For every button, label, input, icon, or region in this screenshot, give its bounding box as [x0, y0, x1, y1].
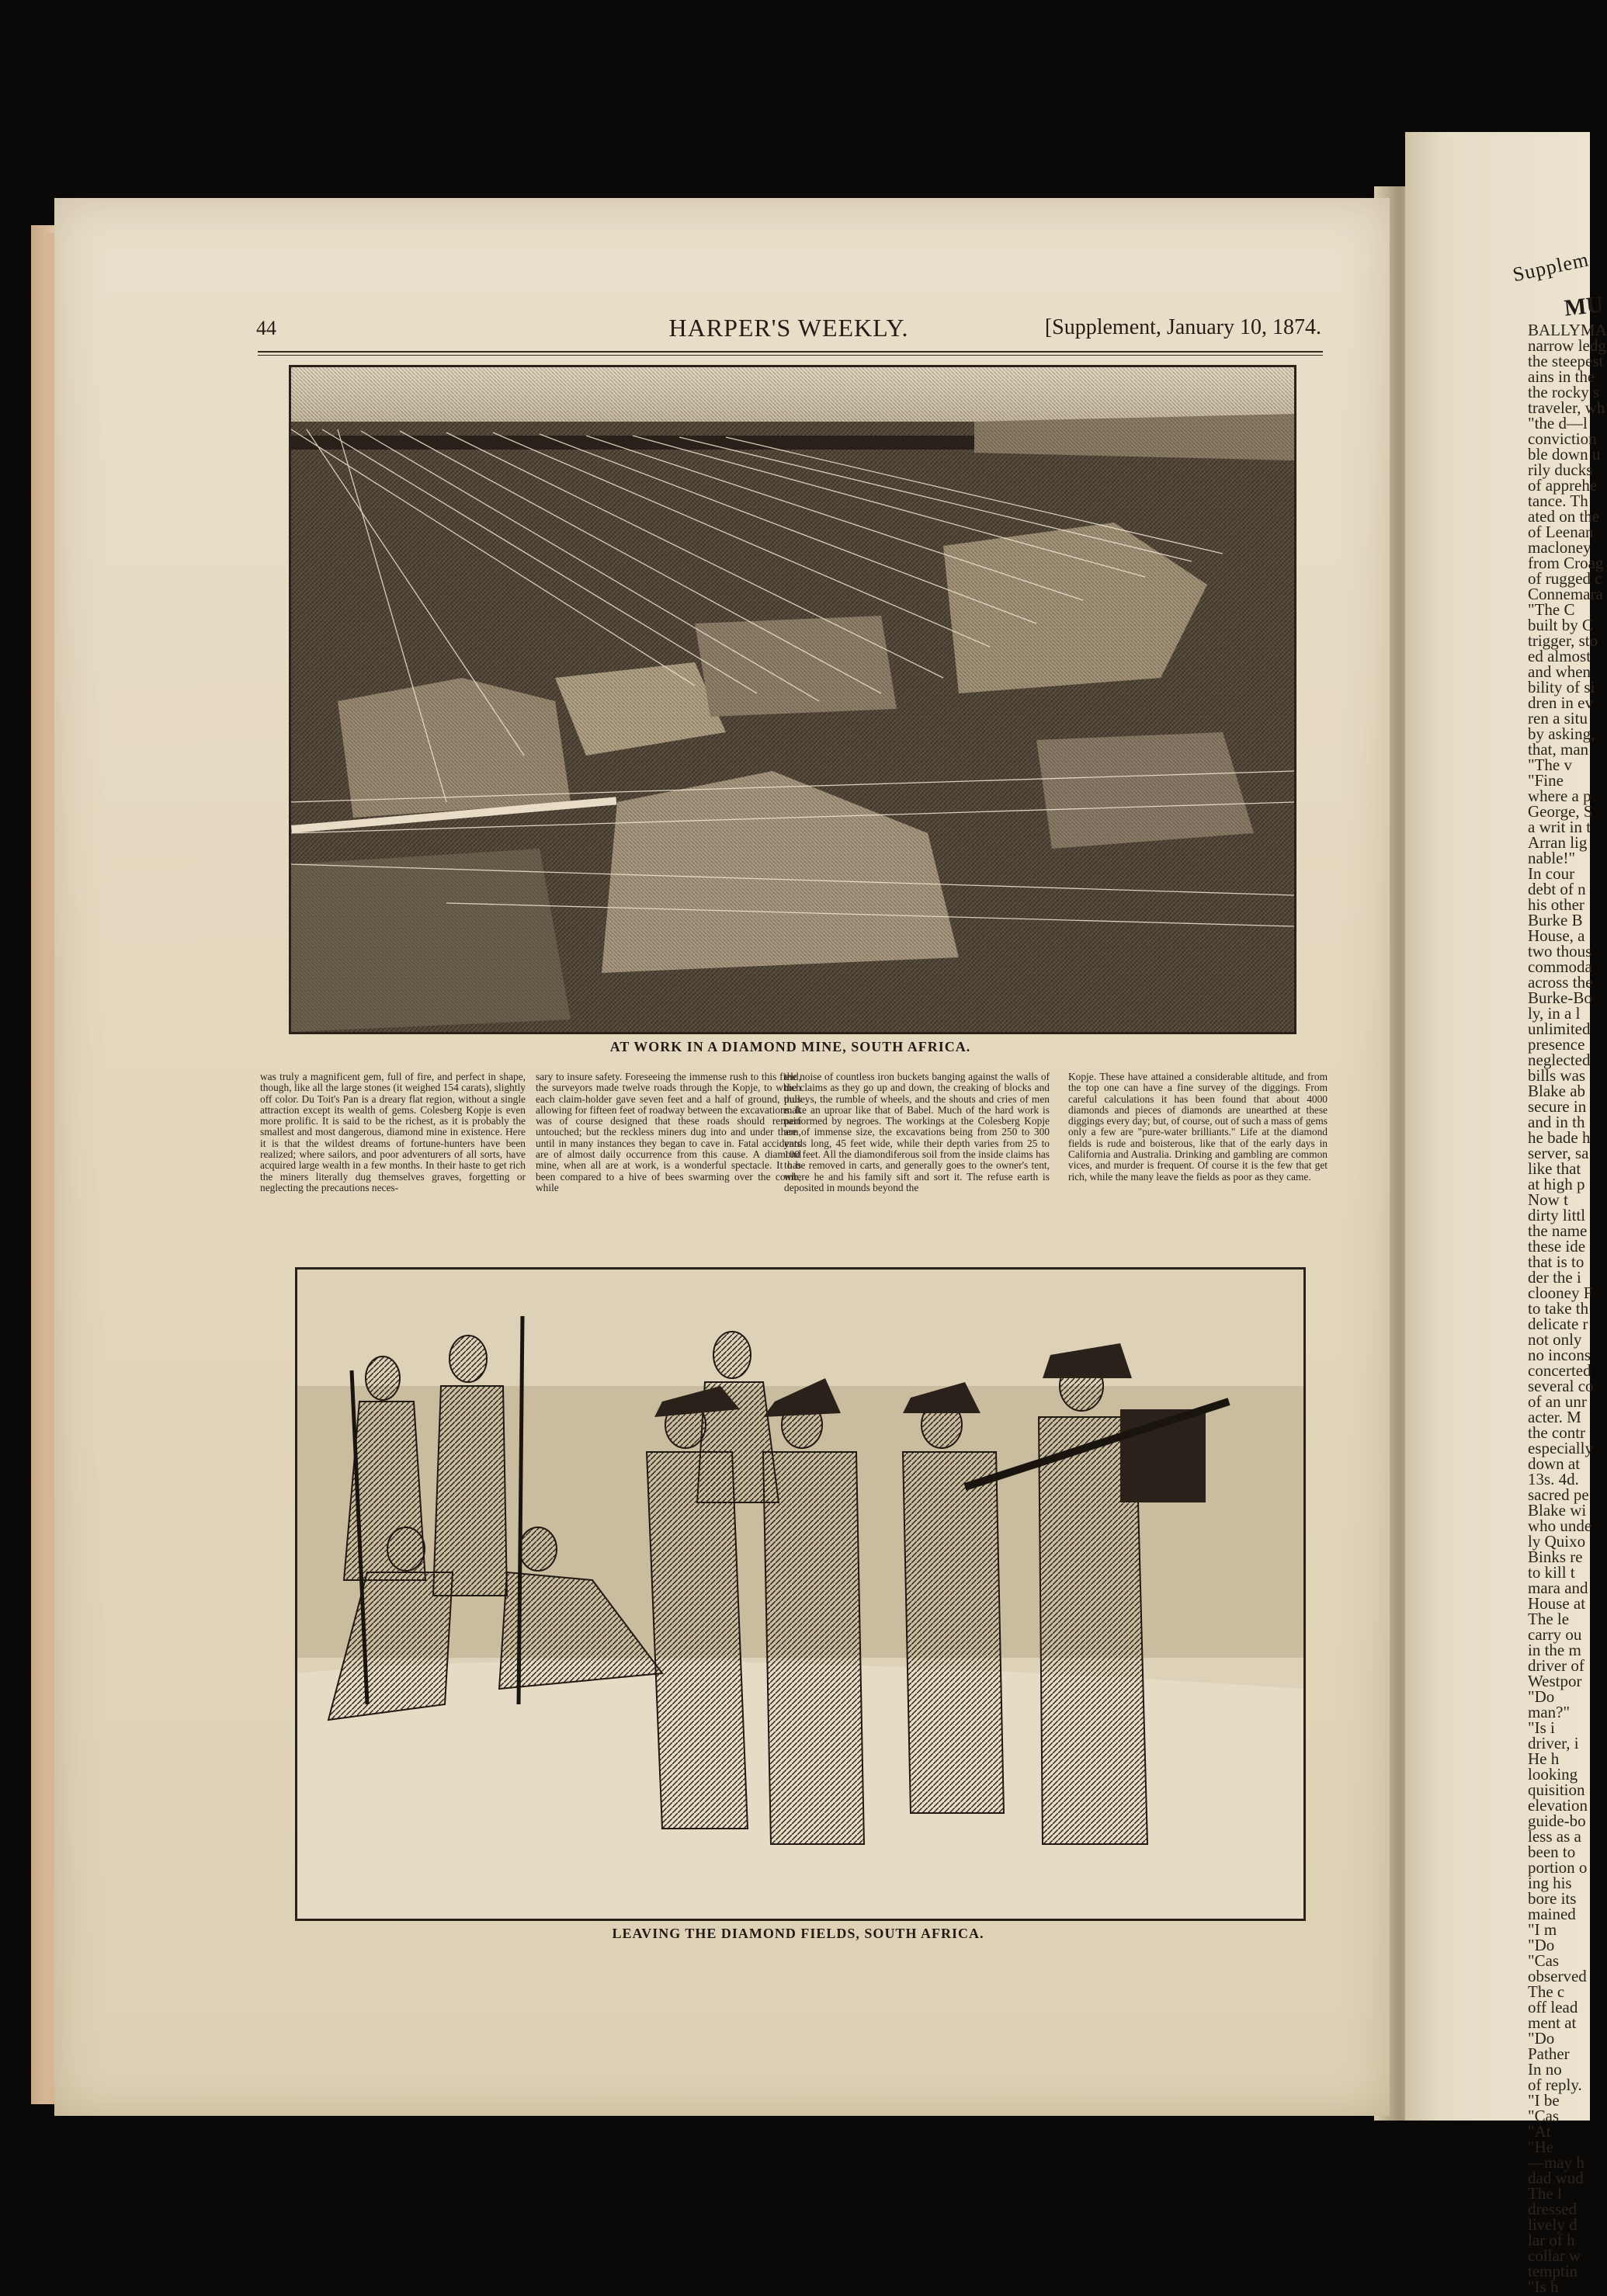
right-page-line: He h	[1528, 1749, 1560, 1768]
right-page-line: these ide	[1528, 1237, 1586, 1256]
right-page-line: clooney F	[1528, 1283, 1593, 1302]
right-page-line: like that	[1528, 1159, 1581, 1178]
right-page-line: "the d—l	[1528, 414, 1588, 432]
right-page-title: MU	[1563, 291, 1605, 321]
right-page-line: not only	[1528, 1330, 1582, 1349]
right-page-line: the rocky s	[1528, 383, 1600, 401]
engraving-leaving-fields	[295, 1267, 1306, 1921]
right-page-line: ment at	[1528, 2013, 1577, 2032]
right-page-line: portion o	[1528, 1858, 1588, 1877]
right-page-line: to kill t	[1528, 1563, 1575, 1582]
right-page-line: Blake ab	[1528, 1082, 1586, 1100]
figure-caption-mine: AT WORK IN A DIAMOND MINE, SOUTH AFRICA.	[609, 1039, 971, 1054]
right-page-line: presence	[1528, 1035, 1585, 1054]
right-page-line: who unde	[1528, 1516, 1592, 1535]
right-page-line: that, man	[1528, 740, 1589, 759]
right-page-line: at high p	[1528, 1175, 1585, 1193]
right-page-line: bills was	[1528, 1066, 1586, 1085]
right-page-line: the steepest	[1528, 352, 1604, 370]
right-page-line: narrow ledg	[1528, 336, 1606, 355]
article-column-2	[536, 1072, 801, 1193]
right-page-line: of reply.	[1528, 2075, 1582, 2094]
right-page-line: sacred pe	[1528, 1485, 1589, 1504]
right-page-line: Now t	[1528, 1190, 1568, 1209]
page-number: 44	[256, 317, 276, 339]
right-page-line: dirty littl	[1528, 1206, 1586, 1224]
right-page-line: "At	[1528, 2122, 1551, 2141]
right-page-line: Connemara	[1528, 585, 1603, 603]
right-page-line: in the m	[1528, 1641, 1581, 1659]
right-page-line: lively d	[1528, 2215, 1577, 2234]
mine-illustration	[291, 367, 1294, 1032]
right-page-line: acter. M	[1528, 1408, 1581, 1426]
right-page-line: The le	[1528, 1610, 1570, 1628]
right-page-line: the contr	[1528, 1423, 1586, 1442]
right-page-line: George, S	[1528, 802, 1593, 821]
right-page-line: rily ducks	[1528, 460, 1593, 479]
article-column-1	[260, 1072, 526, 1193]
right-page-text	[1528, 321, 1607, 2296]
right-page-line: "The v	[1528, 755, 1572, 774]
right-page-line: Pather	[1528, 2044, 1570, 2063]
right-page-line: House at	[1528, 1594, 1586, 1613]
right-page-line: traveler, wh	[1528, 398, 1605, 417]
right-page-line: "Do	[1528, 1936, 1555, 1954]
right-page-line: "Do	[1528, 1687, 1555, 1706]
right-page-line: "Fine	[1528, 771, 1564, 790]
right-page-line: "I be	[1528, 2091, 1560, 2110]
right-page-line: down at	[1528, 1454, 1581, 1473]
article-paragraph: sary to insure safety. Foreseeing the immense rush to this field, the surveyors made twelve roads through the Kopje, to which each claim-holder gave seven feet and a half of ground, thus allowing for fifteen feet of roadway between the excavations. It was of course designed that these roads should remain untouched; but the reckless miners dug into and under them, until in many instances they began to cave in. Fatal accidents are of almost daily occurrence from this cause. A diamond mine, when all are at work, is a wonderful spectacle. It has been compared to a hive of bees swarming over the comb, while	[536, 1071, 801, 1193]
article-column-4	[1068, 1072, 1328, 1183]
right-page-line: ren a situ	[1528, 709, 1588, 728]
right-page-line: ing his	[1528, 1874, 1572, 1892]
right-page-line: delicate r	[1528, 1315, 1588, 1333]
right-page-line: ly, in a l	[1528, 1004, 1581, 1023]
right-page-line: driver of	[1528, 1656, 1584, 1675]
right-page-line: "I m	[1528, 1920, 1557, 1939]
right-page-line: ains in the	[1528, 367, 1595, 386]
right-page-line: Binks re	[1528, 1547, 1583, 1566]
right-page-line: The c	[1528, 1982, 1565, 2001]
right-page-line: In no	[1528, 2060, 1562, 2079]
right-page-line: off lead	[1528, 1998, 1578, 2016]
right-page-line: trigger, sto	[1528, 631, 1598, 650]
article-paragraph: Kopje. These have attained a considerable altitude, and from the top one can have a fine survey of the diggings. From careful calculations it has been found that about 4000 diamonds and pieces of diamonds are unearthed at these diggings every day; but, of course, out of such a mass of gems only a few are "pure-water brilliants." Life at the diamond fields is rude and boisterous, like that of the early days in California and Australia. Drinking and gambling are common vices, and murder is frequent. Of course it is the few that get rich, while the many leave the fields as poor as they came.	[1068, 1071, 1328, 1183]
right-page-line: "Is i	[1528, 1718, 1555, 1737]
right-page-line: mained	[1528, 1905, 1576, 1923]
leaving-fields-illustration	[297, 1270, 1303, 1919]
article-paragraph: the noise of countless iron buckets banging against the walls of the claims as they go up and down, the creaking of blocks and pulleys, the rumble of wheels, and the shouts and cries of men make an uproar like that of Babel. Much of the hard work is performed by negroes. The workings at the Colesberg Kopje are of immense size, the excavations being from 250 to 300 yards long, 45 feet wide, while their depth varies from 25 to 100 feet. All the diamondiferous soil from the inside claims has to be removed in carts, and generally goes to the owner's tent, where he and his family sift and sort it. The refuse earth is deposited in mounds beyond the	[784, 1071, 1050, 1193]
right-page-line: built by C	[1528, 616, 1594, 634]
right-page-line: ated on the	[1528, 507, 1600, 526]
right-page-line: of apprehe	[1528, 476, 1598, 495]
right-page-line: Burke B	[1528, 911, 1583, 929]
right-page-line: elevation	[1528, 1796, 1588, 1815]
right-page-line: ly Quixo	[1528, 1532, 1586, 1551]
right-page-line: several co	[1528, 1377, 1594, 1395]
article-column-3	[784, 1072, 1050, 1193]
right-page-line: from Croag	[1528, 554, 1604, 572]
right-page-line: "Cas	[1528, 1951, 1560, 1970]
right-page-line: his other	[1528, 895, 1584, 914]
right-page-line: bore its	[1528, 1889, 1577, 1908]
right-page-line: of an unr	[1528, 1392, 1587, 1411]
right-page-line: temptin	[1528, 2262, 1578, 2280]
right-page-line: been to	[1528, 1843, 1576, 1861]
right-page-line: der the i	[1528, 1268, 1581, 1287]
right-page-line: quisition	[1528, 1780, 1585, 1799]
right-page-line: especially	[1528, 1439, 1593, 1457]
right-page-line: server, sa	[1528, 1144, 1589, 1162]
right-page-line: unlimited	[1528, 1019, 1591, 1038]
right-page-line: the name	[1528, 1221, 1588, 1240]
right-page-line: secure in	[1528, 1097, 1587, 1116]
supplement-date: [Supplement, January 10, 1874.	[1044, 315, 1321, 339]
right-page-line: "Is h	[1528, 2277, 1559, 2296]
right-page-line: "Do	[1528, 2029, 1555, 2048]
right-page-line: nable!"	[1528, 849, 1576, 867]
engraving-diamond-mine	[289, 365, 1296, 1034]
right-page-line: less as a	[1528, 1827, 1581, 1846]
right-page-line: ed almost	[1528, 647, 1591, 665]
publication-title: HARPER'S WEEKLY.	[668, 314, 909, 342]
right-page-line: man?"	[1528, 1703, 1571, 1721]
right-page-line: a writ in t	[1528, 818, 1591, 836]
right-page-line: of rugged c	[1528, 569, 1602, 588]
right-page-header: Supplem	[1511, 248, 1591, 287]
right-page-line: lar of h	[1528, 2231, 1575, 2249]
right-page-line: In cour	[1528, 864, 1575, 883]
right-page-line: guide-bo	[1528, 1811, 1586, 1830]
right-page-line: —may h	[1528, 2153, 1584, 2172]
header-rule-thin	[258, 355, 1323, 356]
right-page-line: Arran lig	[1528, 833, 1588, 852]
right-page-line: BALLYMA	[1528, 321, 1607, 339]
right-page-line: House, a	[1528, 926, 1585, 945]
right-page-line: "Cas	[1528, 2107, 1560, 2125]
right-page-line: ble down u	[1528, 445, 1601, 464]
right-page-line: carry ou	[1528, 1625, 1582, 1644]
right-page-line: observed	[1528, 1967, 1587, 1985]
page-header	[256, 314, 1321, 345]
right-page-line: that is to	[1528, 1252, 1584, 1271]
right-page-line: The l	[1528, 2184, 1562, 2203]
figure-caption-leaving: LEAVING THE DIAMOND FIELDS, SOUTH AFRICA.	[612, 1926, 984, 1941]
right-page-line: of Leenan	[1528, 523, 1594, 541]
right-page-line: where a p	[1528, 787, 1591, 805]
right-page-line: dressed	[1528, 2200, 1577, 2218]
right-page-line: macloney	[1528, 538, 1591, 557]
right-page-line: by asking,	[1528, 724, 1595, 743]
article-paragraph: was truly a magnificent gem, full of fire, and perfect in shape, though, like all the large stones (it weighed 154 carats), slightly off color. Du Toit's Pan is a dreary flat region, without a single attraction except its wealth of gems. Colesberg Kopje is even more prolific. It is said to be the richest, as it is probably the smallest and most dangerous, diamond mine in existence. Here it is that the wildest dreams of fortune-hunters have been realized; where sailors, and poor adventurers of all sorts, have acquired large wealth in a few months. In their haste to get rich the miners literally dug themselves graves, forgetting or neglecting the precautions neces-	[260, 1071, 526, 1193]
right-page-line: debt of n	[1528, 880, 1586, 898]
right-page-line: dren in ev	[1528, 693, 1593, 712]
right-page-line: tance. Th	[1528, 492, 1588, 510]
right-page-line: he bade h	[1528, 1128, 1591, 1147]
right-page-line: mara and	[1528, 1579, 1588, 1597]
right-page-line: commoda	[1528, 957, 1592, 976]
right-page-line: and in th	[1528, 1113, 1585, 1131]
right-page-line: driver, i	[1528, 1734, 1579, 1752]
right-page-line: neglected	[1528, 1051, 1591, 1069]
right-page-line: and when	[1528, 662, 1591, 681]
right-page-line: dad wud	[1528, 2169, 1584, 2187]
right-page-line: "The C	[1528, 600, 1575, 619]
right-page-line: "He	[1528, 2138, 1554, 2156]
right-page-line: no incons	[1528, 1346, 1591, 1364]
header-rule	[258, 351, 1323, 353]
right-page-line: to take th	[1528, 1299, 1589, 1318]
right-page-line: collar w	[1528, 2246, 1581, 2265]
right-page-line: 13s. 4d.	[1528, 1470, 1579, 1488]
right-page-line: bility of si	[1528, 678, 1595, 696]
right-page-line: across the	[1528, 973, 1593, 992]
right-page-line: conviction	[1528, 429, 1597, 448]
right-page-line: Blake wi	[1528, 1501, 1587, 1520]
right-page-line: looking	[1528, 1765, 1578, 1784]
right-page-line: concerted	[1528, 1361, 1591, 1380]
right-page-line: Burke-Bo	[1528, 988, 1592, 1007]
right-page-line: Westpor	[1528, 1672, 1582, 1690]
right-page-line: two thous	[1528, 942, 1592, 960]
